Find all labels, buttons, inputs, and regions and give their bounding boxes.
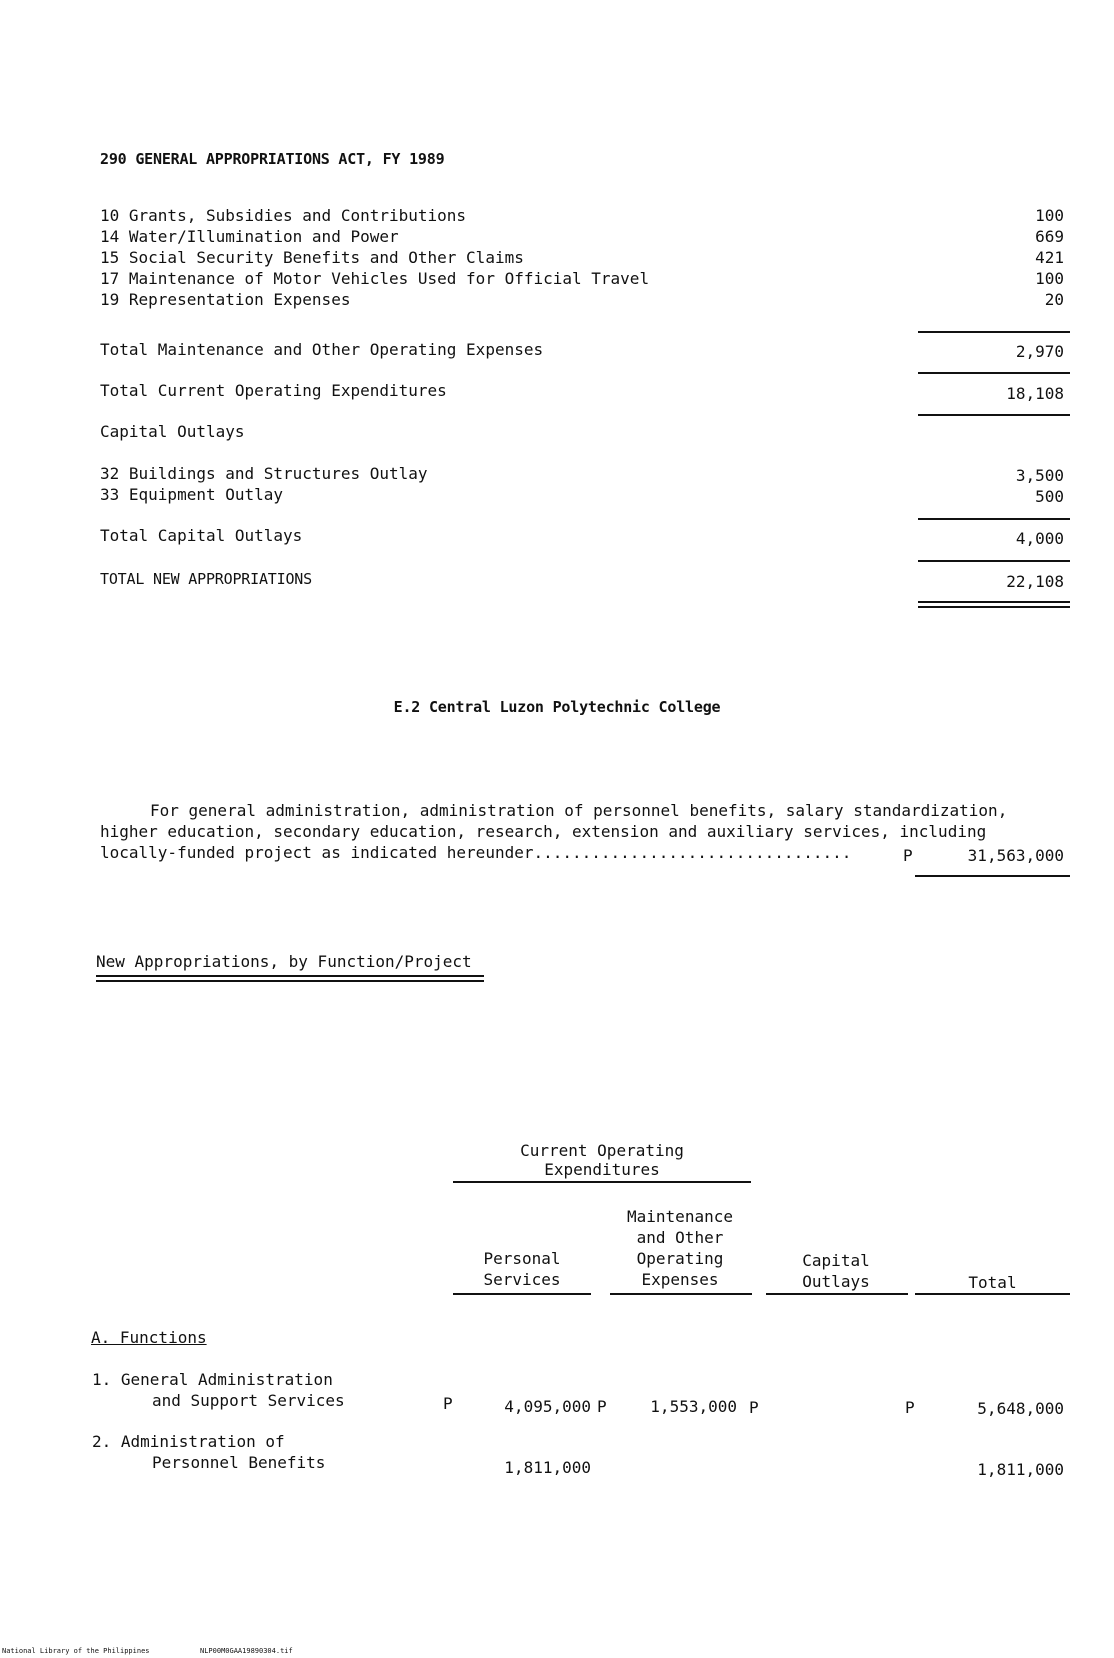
function-heading: New Appropriations, by Function/Project [96, 952, 472, 971]
moe-item-value: 421 [1035, 248, 1064, 267]
col-header-moe: Maintenance [627, 1207, 733, 1226]
capital-item-label: 32 Buildings and Structures Outlay [100, 464, 428, 483]
grand-total-value: 22,108 [1006, 572, 1064, 591]
col-header-moe: Operating [636, 1249, 724, 1268]
moe-item-label: 14 Water/Illumination and Power [100, 227, 399, 246]
purpose-line: higher education, secondary education, research, extension and auxiliary services, including [100, 822, 987, 841]
group-header: Current Operating [520, 1141, 684, 1160]
page-header: 290 GENERAL APPROPRIATIONS ACT, FY 1989 [100, 150, 445, 168]
cell-ps: 4,095,000 [504, 1397, 591, 1416]
double-rule [96, 975, 484, 982]
rule [766, 1293, 908, 1295]
row-label: Personnel Benefits [152, 1453, 326, 1472]
purpose-amount: 31,563,000 [967, 846, 1064, 865]
purpose-line: For general administration, administration of personnel benefits, salary standardization, [150, 801, 1008, 820]
moe-item-label: 19 Representation Expenses [100, 290, 351, 309]
col-header-ps: Personal [483, 1249, 561, 1268]
rule [918, 518, 1070, 520]
double-rule [918, 601, 1070, 608]
currency-symbol: P [905, 1398, 915, 1417]
col-header-moe: Expenses [641, 1270, 719, 1289]
rule [918, 372, 1070, 374]
col-header-co: Capital [802, 1251, 870, 1270]
currency-symbol: P [443, 1394, 453, 1413]
capital-item-value: 3,500 [1015, 466, 1064, 485]
rule [918, 414, 1070, 416]
capital-item-label: 33 Equipment Outlay [100, 485, 284, 504]
moe-item-label: 10 Grants, Subsidies and Contributions [100, 206, 467, 225]
total-coe-value: 18,108 [1006, 384, 1064, 403]
group-header: Expenditures [544, 1160, 660, 1179]
row-label: 1. General Administration [92, 1370, 333, 1389]
rule [610, 1293, 752, 1295]
moe-item-label: 17 Maintenance of Motor Vehicles Used for Official Travel [100, 269, 650, 288]
total-capital-label: Total Capital Outlays [100, 526, 303, 545]
section-title: E.2 Central Luzon Polytechnic College [393, 698, 721, 716]
cell-moe: 1,553,000 [650, 1397, 737, 1416]
total-coe-label: Total Current Operating Expenditures [100, 381, 447, 400]
moe-item-value: 100 [1035, 269, 1064, 288]
footer-file: NLP00M0GAA19890304.tif [200, 1647, 293, 1655]
capital-heading: Capital Outlays [100, 422, 245, 441]
purpose-line: locally-funded project as indicated hereunder................................. [100, 843, 852, 862]
currency-symbol: P [749, 1398, 759, 1417]
col-header-co: Outlays [802, 1272, 870, 1291]
total-moe-value: 2,970 [1015, 342, 1064, 361]
moe-item-value: 100 [1035, 206, 1064, 225]
cell-total: 5,648,000 [977, 1399, 1064, 1418]
total-moe-label: Total Maintenance and Other Operating Expenses [100, 340, 544, 359]
rule [453, 1293, 591, 1295]
cell-total: 1,811,000 [977, 1460, 1064, 1479]
rule [918, 331, 1070, 333]
currency-symbol: P [903, 846, 913, 865]
moe-item-value: 669 [1035, 227, 1064, 246]
cell-ps: 1,811,000 [504, 1458, 591, 1477]
currency-symbol: P [597, 1397, 607, 1416]
col-header-total: Total [968, 1273, 1017, 1292]
moe-item-label: 15 Social Security Benefits and Other Claims [100, 248, 524, 267]
moe-item-value: 20 [1044, 290, 1064, 309]
col-header-moe: and Other [636, 1228, 724, 1247]
rule [453, 1181, 751, 1183]
row-label: and Support Services [152, 1391, 345, 1410]
section-a-heading: A. Functions [91, 1328, 207, 1347]
total-capital-value: 4,000 [1015, 529, 1064, 548]
capital-item-value: 500 [1035, 487, 1064, 506]
footer-library: National Library of the Philippines [2, 1647, 150, 1655]
col-header-ps: Services [483, 1270, 561, 1289]
grand-total-label: TOTAL NEW APPROPRIATIONS [100, 570, 312, 588]
row-label: 2. Administration of [92, 1432, 285, 1451]
rule [915, 875, 1070, 877]
rule [918, 560, 1070, 562]
rule [915, 1293, 1070, 1295]
